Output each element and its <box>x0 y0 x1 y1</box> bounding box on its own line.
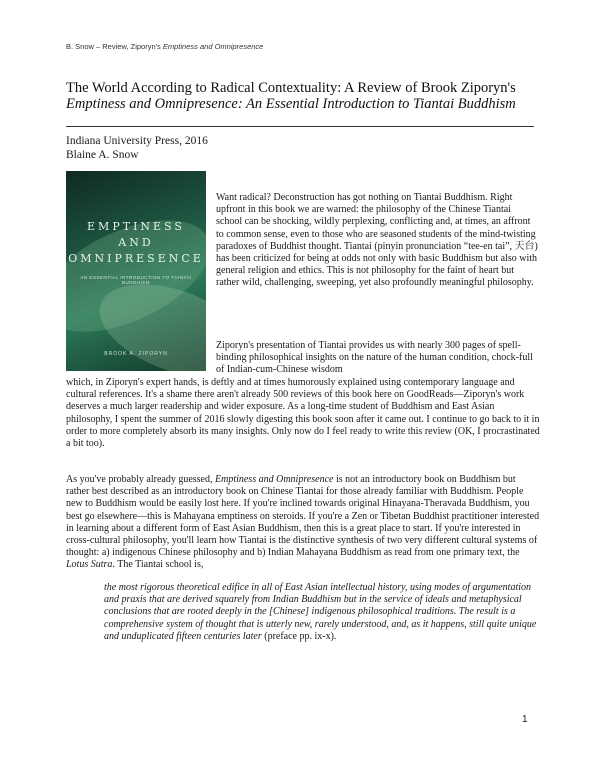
running-header <box>66 42 263 51</box>
cover-title-line: EMPTINESS <box>87 220 185 233</box>
book-cover-image <box>66 171 206 371</box>
title-line-1: The World According to Radical Contextuality: A Review of Brook Ziporyn's <box>66 80 516 96</box>
text-span: is not an introductory book on Buddhism but rather best described as an introductory book on Chinese Tiantai for those already familiar with Buddhism. People new to Buddhism would be easily lost here. If you're inclined towards original Hinayana-Theravada Buddhism, you best go elsewhere—this is Mahayana emptiness on steroids. If you're a Zen or Tibetan Buddhist practitioner interested in learning about a different form of East Asian Buddhism, then this is a great place to start. If you're interested in cross-cultural philosophy, you'll learn how Tiantai is the distinctive synthesis of two very different cultural systems of thought: a) indigenous Chinese philosophy and b) Indian Mahayana Buddhism as read from one primary text, the <box>66 474 540 559</box>
header-book-title: Emptiness and Omnipresence <box>162 42 264 51</box>
cover-subtitle: AN ESSENTIAL INTRODUCTION TO TIANTAI BUDDHISM <box>80 275 192 285</box>
text-span: As you've probably already guessed, <box>66 474 215 485</box>
quote-citation: (preface pp. ix-x). <box>261 630 337 642</box>
cover-title-line: AND <box>118 236 154 249</box>
cover-author: BROOK A. ZIPORYN <box>104 351 168 357</box>
page-number: 1 <box>522 714 528 725</box>
paragraph-intro: Want radical? Deconstruction has got nothing on Tiantai Buddhism. Right upfront in this book we are warned: the philosophy of the Chinese Tiantai school can be shocking, wildly perplexing, conflicting and, at times, an affront to common sense, even to those who are seasoned students of the mind-twisting paradoxes of Buddhist thought. Tiantai (pinyin pronunciation “tee-en tai”, 天台) has been criticized for being at odds not only with basic Buddhism but also with general religion and ethics. This is not philosophy for the faint of heart but rather wild, challenging, sweeping, yet also profoundly meaningful philosophy. <box>216 192 538 289</box>
title-line-2: Emptiness and Omnipresence: An Essential Introduction to Tiantai Buddhism <box>66 96 516 112</box>
paragraph-presentation-top: Ziporyn's presentation of Tiantai provides us with nearly 300 pages of spell-binding philosophical insights on the nature of the human condition, chock-full of Indian-cum-Chinese wisdom <box>216 340 533 376</box>
review-title <box>66 80 534 112</box>
block-quote <box>104 582 540 643</box>
cover-title-line: OMNIPRESENCE <box>68 252 204 265</box>
paragraph-audience <box>66 474 540 572</box>
reviewer: Blaine A. Snow <box>66 149 139 161</box>
paragraph-presentation-bottom: which, in Ziporyn's expert hands, is deftly and at times humorously explained using contemporary language and cultural references. It's a shame there aren't already 500 reviews of this book here on GoodReads—Ziporyn's work deserves a much larger readership and wider exposure. As a long-time student of Buddhism and East Asian philosophy, I spent the summer of 2016 slowly digesting this book soon after it came out. I continue to go back to it in order to more completely absorb its many insights. Only now do I feel ready to write this review (OK, I procrastinated a bit too). <box>66 377 540 450</box>
text-span: . The Tiantai school is, <box>112 559 204 571</box>
quote-text: the most rigorous theoretical edifice in all of East Asian intellectual history, using modes of argumentation and praxis that are derived squarely from Indian Buddhism but in the service of ideals and metaphysical conclusions that are rooted deeply in the [Chinese] indigenous philosophical traditions. The result is a comprehensive system of thought that is utterly new, rarely understood, and, as it happens, still quite unique and unduplicated fifteen centuries later <box>104 582 537 642</box>
lotus-sutra-italic: Lotus Sutra <box>66 559 113 571</box>
cover-title <box>66 219 206 267</box>
publisher: Indiana University Press, 2016 <box>66 135 208 147</box>
header-author: B. Snow – Review, Ziporyn's <box>66 42 163 51</box>
title-rule <box>66 126 534 127</box>
publication-info <box>66 134 208 162</box>
book-title-italic: Emptiness and Omnipresence <box>214 474 334 485</box>
